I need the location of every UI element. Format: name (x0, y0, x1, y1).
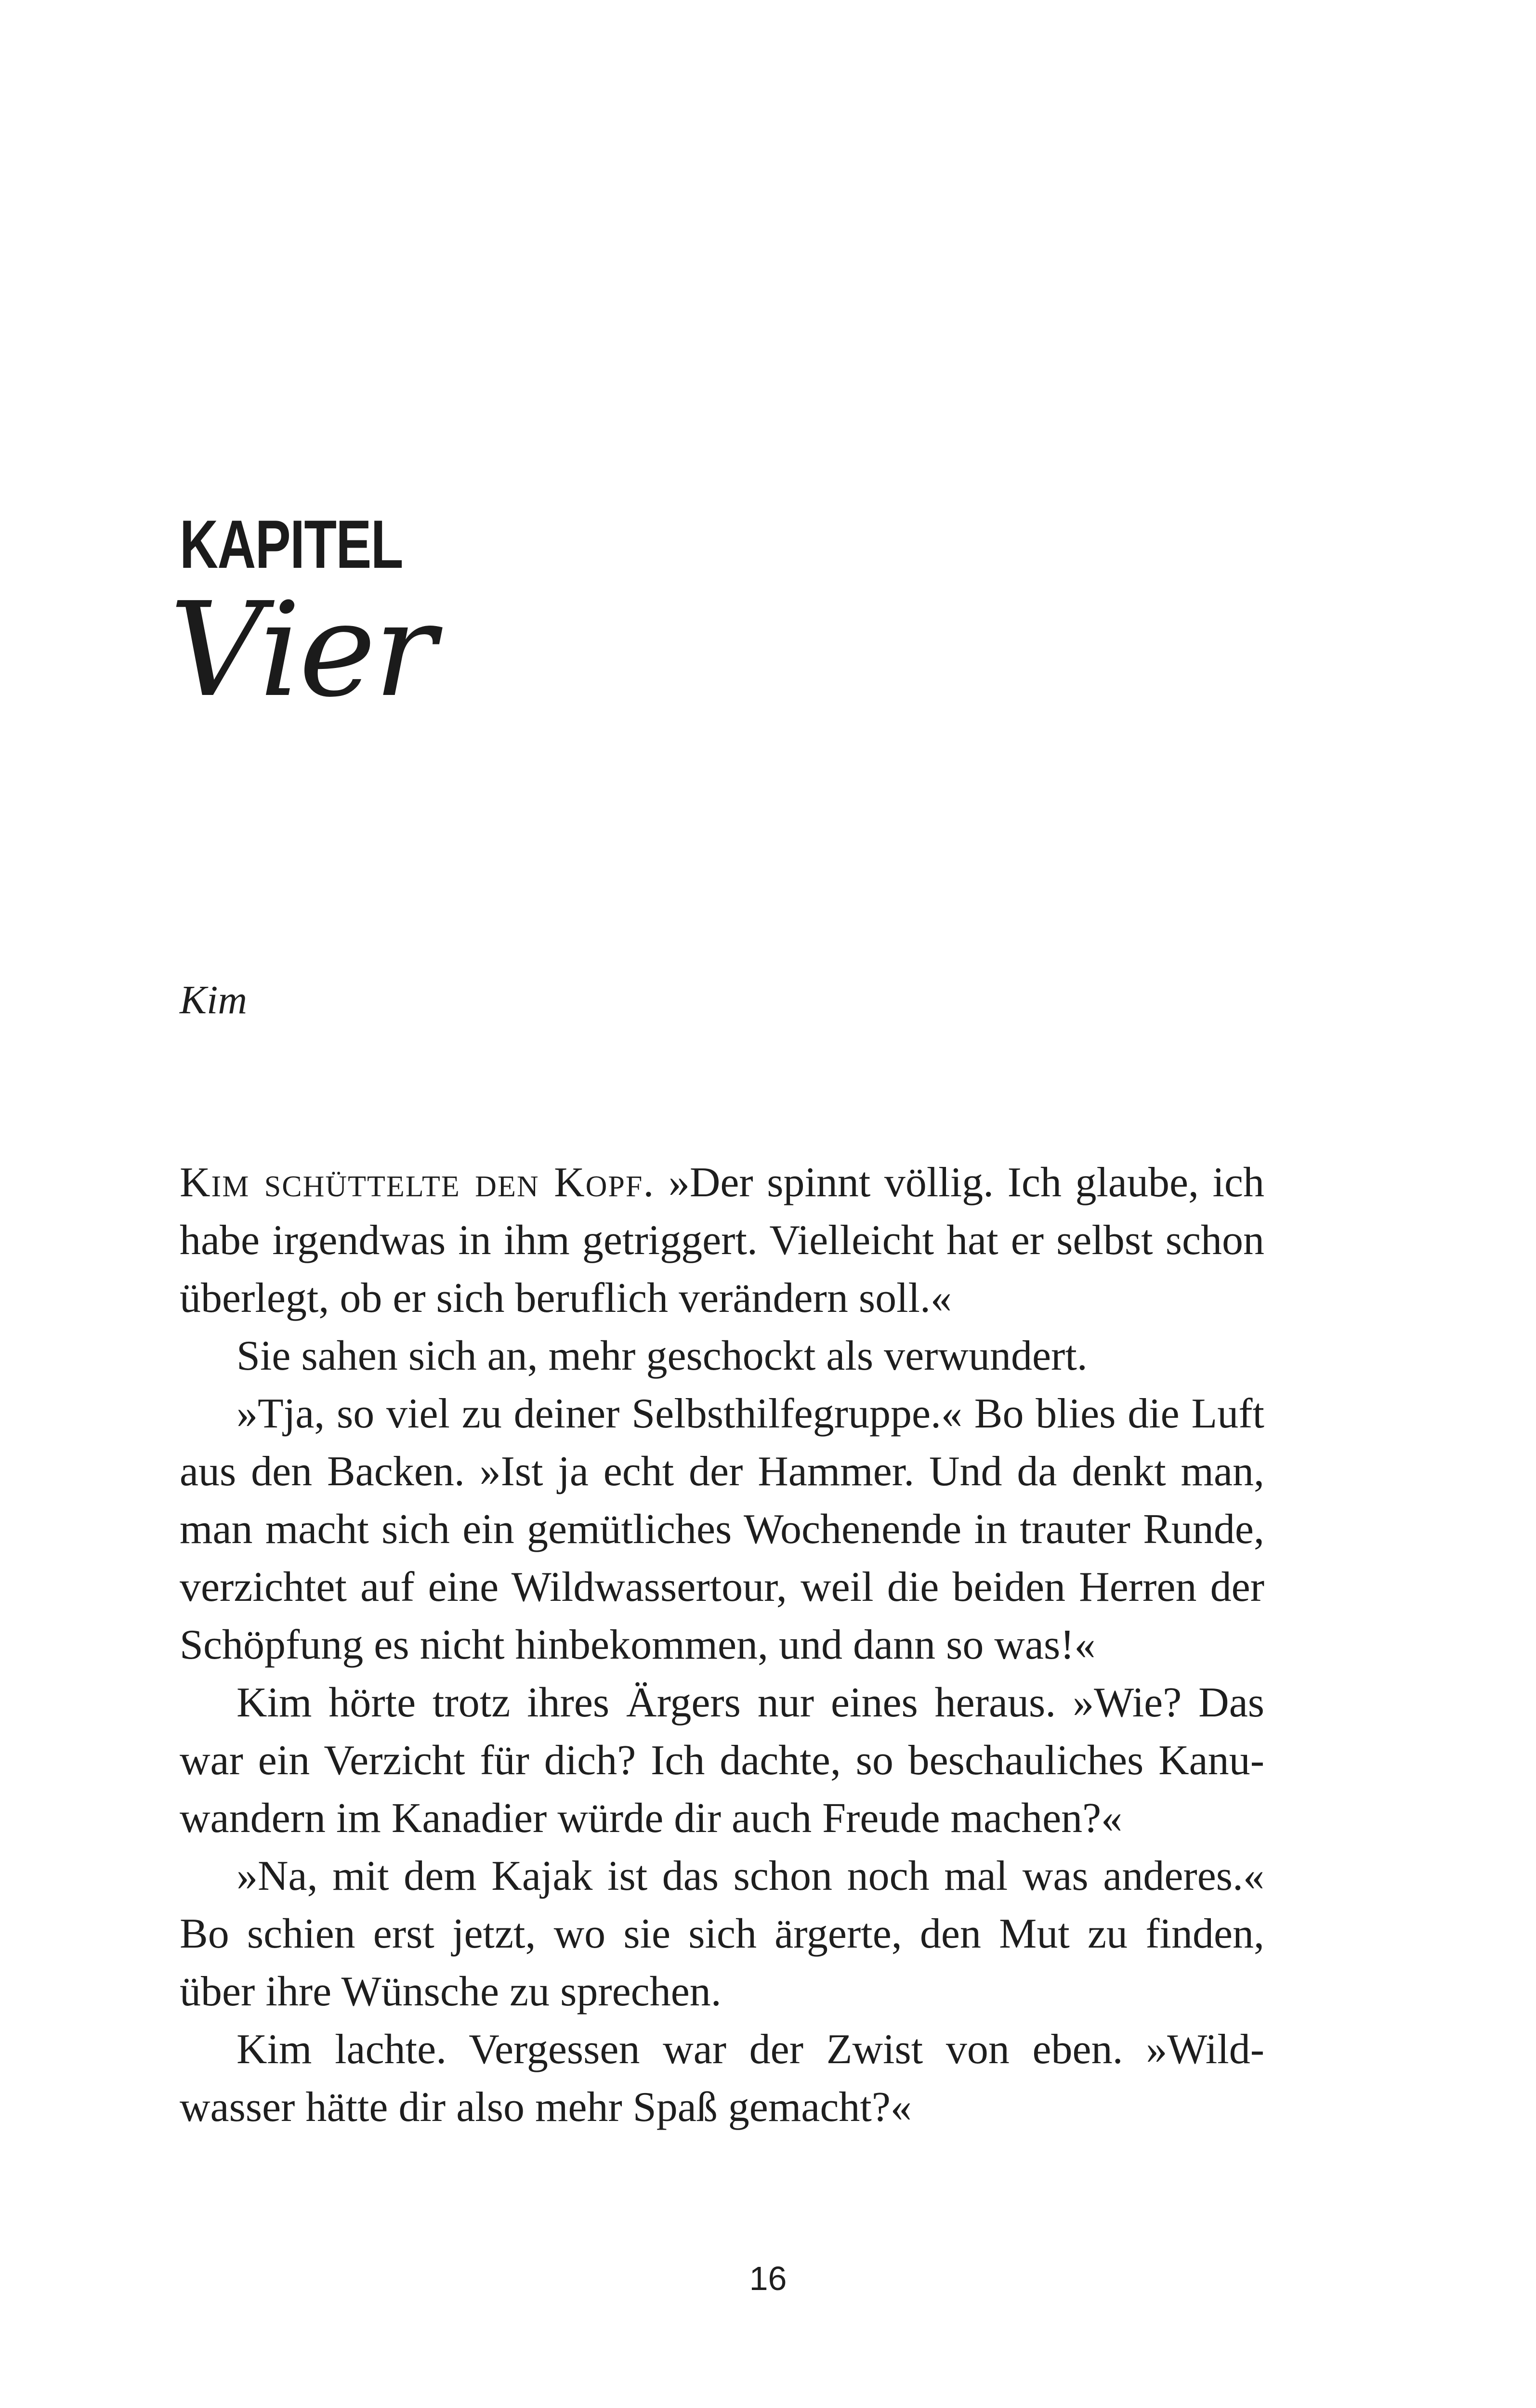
chapter-body-text (180, 1154, 1264, 2136)
paragraph-3: »Tja, so viel zu deiner Selbsthilfegruppe.« Bo blies die Luft aus den Backen. »Ist ja echt der Hammer. Und da denkt man, man macht sich ein gemütliches Wochenende in trauter Runde, verzichtet auf eine Wildwassertour, weil die beiden Herren der Schöpfung es nicht hinbekommen, und dann so was!« (180, 1390, 1264, 1668)
chapter-label: KAPITEL (180, 506, 403, 583)
pov-character-name: Kim (180, 978, 248, 1022)
paragraph-5: »Na, mit dem Kajak ist das schon noch mal was anderes.« Bo schien erst jetzt, wo sie sich ärgerte, den Mut zu finden, über ihre Wünsche zu sprechen. (180, 1853, 1264, 2015)
paragraph-lead-in: Kim schüttelte den Kopf. (180, 1159, 655, 1206)
chapter-number: Vier (170, 574, 434, 726)
paragraph-text: »Der spinnt völlig. Ich glaube, ich habe irgendwas in ihm getriggert. Vielleicht hat er selbst schon überlegt, ob er sich beruflich verändern soll.« (180, 1159, 1264, 1322)
paragraph-2: Sie sahen sich an, mehr geschockt als verwundert. (236, 1333, 1088, 1379)
paragraph-1 (180, 1154, 1264, 1327)
paragraph-4: Kim hörte trotz ihres Ärgers nur eines heraus. »Wie? Das war ein Verzicht für dich? Ich dachte, so beschauliches Kanuwandern im Kanadier würde dir auch Freude machen?« (180, 1679, 1264, 1842)
page-number: 16 (749, 2260, 787, 2297)
paragraph-6: Kim lachte. Vergessen war der Zwist von eben. »Wildwasser hätte dir also mehr Spaß gemacht?« (180, 2026, 1264, 2131)
